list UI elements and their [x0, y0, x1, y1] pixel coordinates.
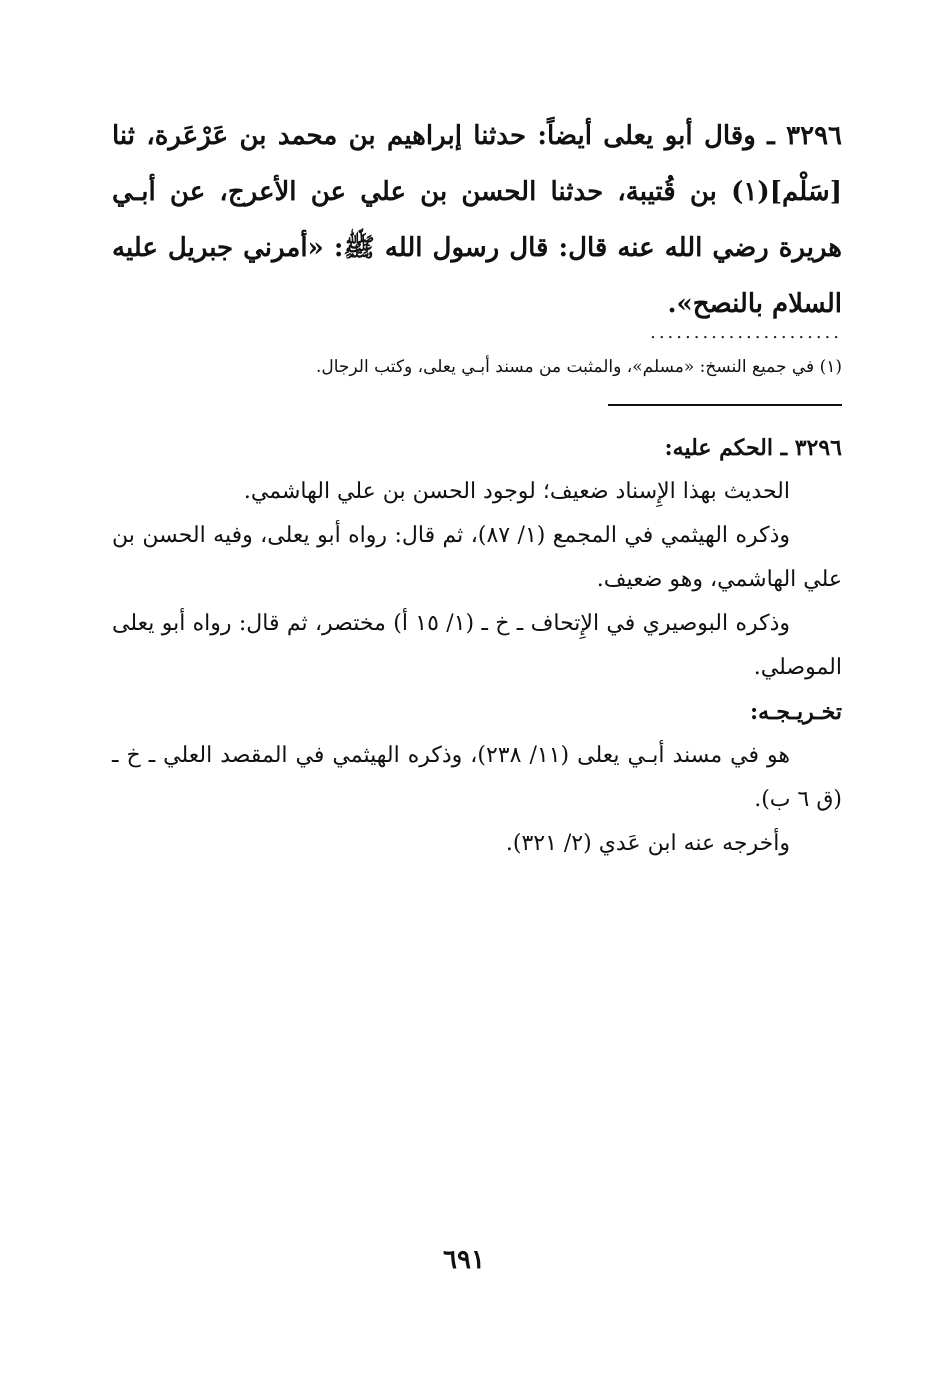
takhrij-paragraph-2: وأخرجه عنه ابن عَدي (٢/ ٣٢١).	[505, 831, 790, 856]
ruling-paragraph-2: وذكره الهيثمي في المجمع (١/ ٨٧)، ثم قال: رواه أبو يعلى، وفيه الحسن بن علي الهاشمي، وهو ضعيف.	[112, 523, 842, 592]
hadith-text: ٣٢٩٦ ـ وقال أبو يعلى أيضاً: حدثنا إبراهيم بن محمد بن عَرْعَرة، ثنا [سَلْم](١) بن قُتيبة، حدثنا الحسن بن علي عن الأعرج، عن أبـي هريرة رضي الله عنه قال: قال رسول الله ﷺ: «أمرني جبريل عليه السلام بالنصح».	[112, 121, 842, 319]
ruling-paragraph-1: الحديث بهذا الإِسناد ضعيف؛ لوجود الحسن بن علي الهاشمي.	[243, 479, 790, 504]
takhrij-heading: تخـريـجـه:	[749, 699, 842, 725]
ruling-paragraph-3: وذكره البوصيري في الإِتحاف ـ خ ـ (١/ ١٥ أ) مختصر، ثم قال: رواه أبو يعلى الموصلي.	[112, 611, 842, 680]
commentary-block	[112, 426, 842, 866]
section-divider-rule	[608, 404, 842, 406]
takhrij-paragraph-1: هو في مسند أبـي يعلى (١١/ ٢٣٨)، وذكره الهيثمي في المقصد العلي ـ خ ـ (ق ٦ ب).	[112, 743, 842, 812]
ruling-heading: ٣٢٩٦ ـ الحكم عليه:	[664, 435, 842, 461]
hadith-text-block	[112, 108, 842, 332]
footnote-separator-dots: ......................	[650, 322, 842, 343]
footnote-1: (١) في جميع النسخ: «مسلم»، والمثبت من مسند أبـي يعلى، وكتب الرجال.	[315, 357, 842, 377]
footnote-block	[112, 352, 842, 382]
page-number: ٦٩١	[443, 1245, 485, 1275]
